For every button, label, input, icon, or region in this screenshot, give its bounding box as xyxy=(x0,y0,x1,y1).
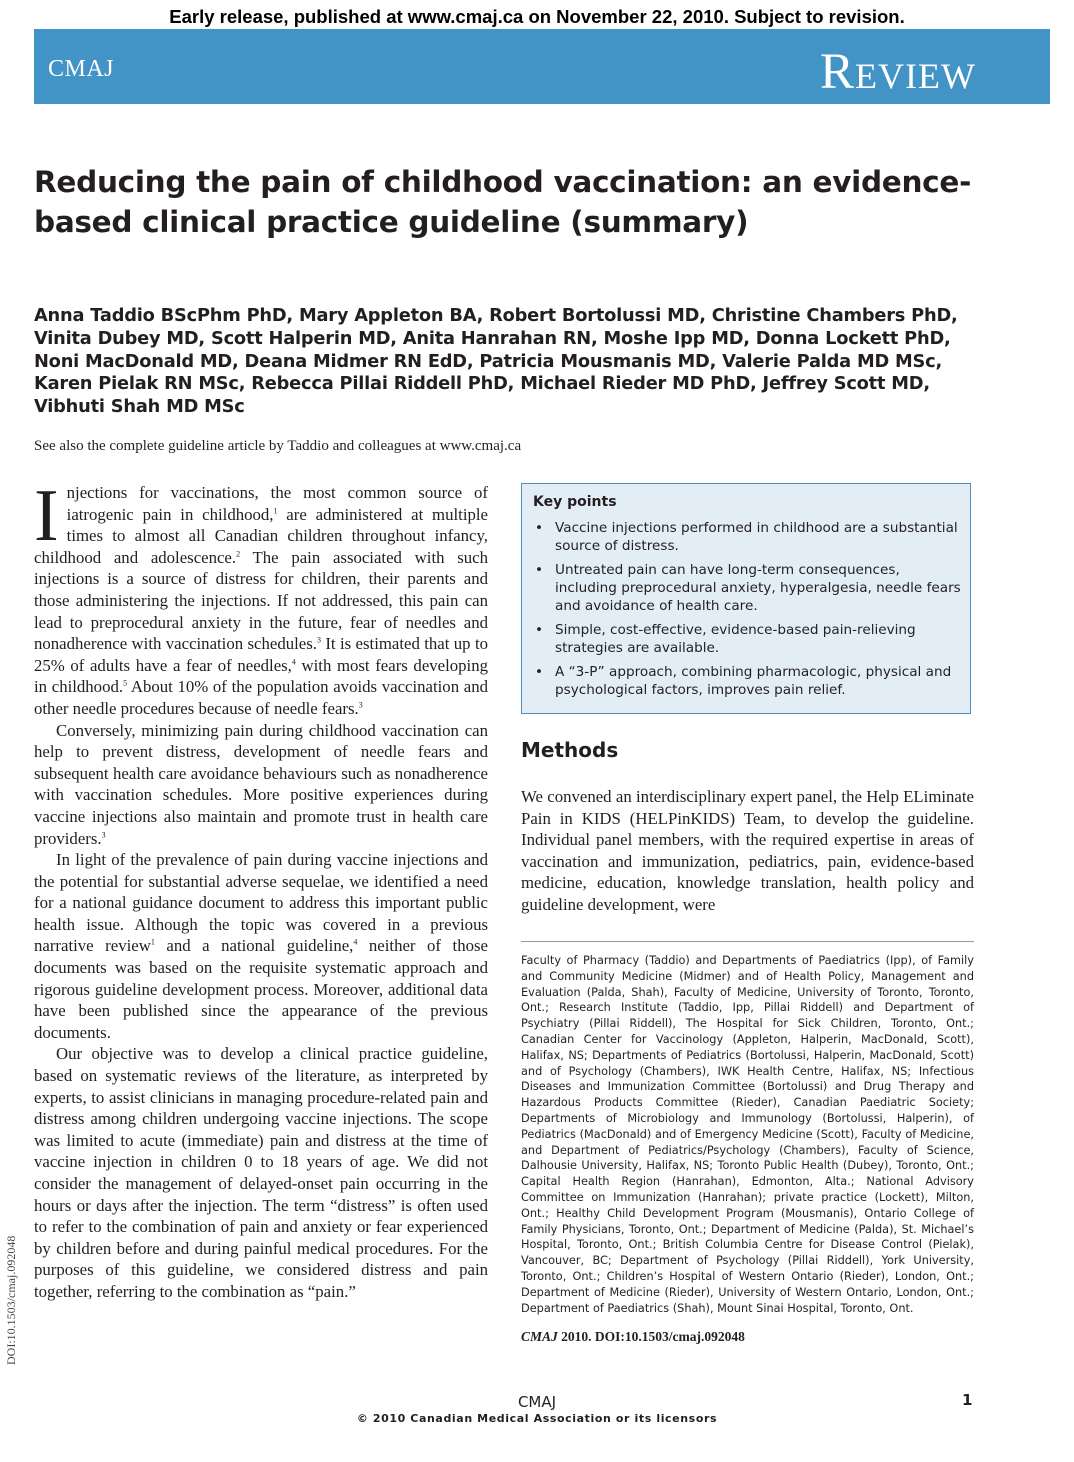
bullet-icon: • xyxy=(535,622,544,638)
citation-ref: 2 xyxy=(236,549,241,559)
side-doi: DOI:10.1503/cmaj.092048 xyxy=(4,1235,18,1365)
citation-ref: 1 xyxy=(150,937,155,947)
body-text: and a national guideline, xyxy=(154,936,354,956)
footer-journal: CMAJ xyxy=(517,1393,557,1411)
key-points-list xyxy=(533,519,963,705)
key-point-text: Simple, cost-effective, evidence-based pain-relieving strategies are available. xyxy=(555,622,916,656)
key-point-item xyxy=(533,621,963,657)
bullet-icon: • xyxy=(535,520,544,536)
key-points-title: Key points xyxy=(533,494,617,510)
citation-journal: CMAJ xyxy=(521,1329,558,1344)
page-number: 1 xyxy=(962,1391,973,1409)
see-also-note: See also the complete guideline article by Taddio and colleagues at www.cmaj.ca xyxy=(34,438,522,454)
bullet-icon: • xyxy=(535,664,544,680)
body-text: In light of the prevalence of pain during vaccine injections and the potential for substantial adverse sequelae, we identified a need for a national guidance document to address this important public health issue. Although the topic was covered in a previous narrative review xyxy=(34,850,488,956)
citation-ref: 1 xyxy=(273,506,278,515)
section-label: Review xyxy=(820,44,976,100)
key-point-text: Untreated pain can have long-term consequences, including preprocedural anxiety, hyperalgesia, needle fears and avoidance of health care. xyxy=(555,562,961,614)
footnote-divider xyxy=(521,941,974,942)
key-point-text: A “3-P” approach, combining pharmacologic, physical and psychological factors, improves pain relief. xyxy=(555,664,952,698)
citation-doi: 2010. DOI:10.1503/cmaj.092048 xyxy=(557,1329,745,1344)
body-left-column xyxy=(34,475,489,1303)
key-points-box xyxy=(521,483,971,714)
bullet-icon: • xyxy=(535,562,544,578)
key-point-item xyxy=(533,519,963,555)
body-text: About 10% of the population avoids vaccination and other needle procedures because of needle fears. xyxy=(34,677,489,718)
article-title: Reducing the pain of childhood vaccination: an evidence-based clinical practice guideline (summary) xyxy=(34,165,972,239)
citation-ref: 4 xyxy=(353,937,358,947)
body-text: with most fears developing in childhood. xyxy=(34,655,489,697)
body-text: neither of those documents was based on the requisite systematic approach and rigorous guideline development process. Moreover, additional data have been published since the appearance of the previous documents. xyxy=(34,936,488,1042)
article-citation xyxy=(521,1329,745,1345)
key-point-item xyxy=(533,561,963,615)
journal-banner xyxy=(34,29,1050,104)
body-text: It is estimated that up to 25% of adults have a fear of needles, xyxy=(34,634,489,675)
author-list: Anna Taddio BScPhm PhD, Mary Appleton BA, Robert Bortolussi MD, Christine Chambers PhD, Vinita Dubey MD, Scott Halperin MD, Anita Hanrahan RN, Moshe Ipp MD, Donna Lockett PhD, Noni MacDonald MD, Deana Midmer RN EdD, Patricia Mousmanis MD, Valerie Palda MD MSc, Karen Pielak RN MSc, Rebecca Pillai Riddell PhD, Michael Rieder MD PhD, Jeffrey Scott MD, Vibhuti Shah MD MSc xyxy=(34,305,958,418)
body-paragraph xyxy=(34,849,488,1043)
citation-ref: 3 xyxy=(101,829,106,839)
journal-name: CMAJ xyxy=(48,56,115,82)
body-paragraph: Our objective was to develop a clinical practice guideline, based on systematic reviews of the literature, as interpreted by experts, to assist clinicians in managing procedure-related pain and distress among children undergoing vaccine injections. The scope was limited to acute (immediate) pain and distress at the time of vaccine injection in children 0 to 18 years of age. We did not consider the management of delayed-onset pain occurring in the hours or days after the injection. The term “distress” is often used to refer to the combination of pain and anxiety or fear experienced by children before and during painful medical procedures. For the purposes of this guideline, we considered distress and pain together, referring to the combination as “pain.” xyxy=(34,1044,488,1301)
methods-heading: Methods xyxy=(521,738,619,762)
drop-cap: I xyxy=(34,475,59,557)
body-paragraph xyxy=(34,720,488,850)
body-text: are administered at multiple times to almost all Canadian children throughout infancy, childhood and adolescence. xyxy=(34,504,488,567)
key-point-item xyxy=(533,663,963,699)
author-affiliations: Faculty of Pharmacy (Taddio) and Departments of Paediatrics (Ipp), of Family and Community Medicine (Midmer) and of Health Policy, Management and Evaluation (Palda, Shah), Faculty of Medicine, University of Toronto, Toronto, Ont.; Research Institute (Taddio, Ipp, Pillai Riddell) and Department of Psychiatry (Pillai Riddell), The Hospital for Sick Children, Toronto, Ont.; Canadian Center for Vaccinology (Appleton, Halperin, MacDonald, Scott), Halifax, NS; Departments of Pediatrics (Bortolussi, Halperin, MacDonald, Scott) and of Psychology (Chambers), IWK Health Centre, Halifax, NS; Infectious Diseases and Immunization Committee (Bortolussi) and Drug Therapy and Hazardous Products Committee (Rieder), Canadian Paediatric Society; Departments of Microbiology and Immunology (Bortolussi, Halperin), of Pediatrics (MacDonald) and of Emergency Medicine (Scott), Faculty of Medicine, and Department of Pediatrics/Psychology (Chambers), Faculty of Science, Dalhousie University, Halifax, NS; Toronto Public Health (Dubey), Toronto, Ont.; Capital Health Region (Hanrahan), Edmonton, Alta.; National Advisory Committee on Immunization (Hanrahan); private practice (Lockett), Milton, Ont.; Healthy Child Development Program (Mousmanis), Ontario College of Family Physicians, Toronto, Ont.; Department of Medicine (Palda), St. Michael’s Hospital, Toronto, Ont.; British Columbia Centre for Disease Control (Pielak), Vancouver, BC; Department of Psychology (Pillai Riddell), York University, Toronto, Ont.; Children’s Hospital of Western Ontario (Rieder), London, Ont.; Department of Medicine (Rieder), University of Western Ontario, London, Ont.; Department of Paediatrics (Shah), Mount Sinai Hospital, Toronto, Ont. xyxy=(521,954,974,1315)
footer-copyright: © 2010 Canadian Medical Association or its licensors xyxy=(356,1412,718,1425)
key-point-text: Vaccine injections performed in childhood are a substantial source of distress. xyxy=(555,520,958,554)
citation-ref: 3 xyxy=(316,635,321,645)
body-paragraph xyxy=(34,475,489,720)
citation-ref: 4 xyxy=(291,657,296,667)
citation-ref: 3 xyxy=(358,700,363,710)
body-text: njections for vaccinations, the most common source of iatrogenic pain in childhood, xyxy=(66,483,488,524)
body-text: The pain associated with such injections is a source of distress for children, their parents and those administering the injections. If not addressed, this pain can lead to preprocedural anxiety in the future, fear of needles and nonadherence with vaccination schedules. xyxy=(34,547,488,654)
methods-paragraph: We convened an interdisciplinary expert panel, the Help ELiminate Pain in KIDS (HELPinKIDS) Team, to develop the guideline. Individual panel members, with the required expertise in areas of vaccination and immunization, pediatrics, pain, evidence-based medicine, education, knowledge translation, health policy and guideline development, were xyxy=(521,787,974,914)
citation-ref: 5 xyxy=(123,678,128,688)
early-release-notice: Early release, published at www.cmaj.ca on November 22, 2010. Subject to revision. xyxy=(169,6,905,27)
body-text: Conversely, minimizing pain during childhood vaccination can help to prevent distress, development of needle fears and subsequent health care avoidance behaviours such as nonadherence with vaccination schedules. More positive experiences during vaccine injections also maintain and promote trust in health care providers. xyxy=(34,720,488,848)
